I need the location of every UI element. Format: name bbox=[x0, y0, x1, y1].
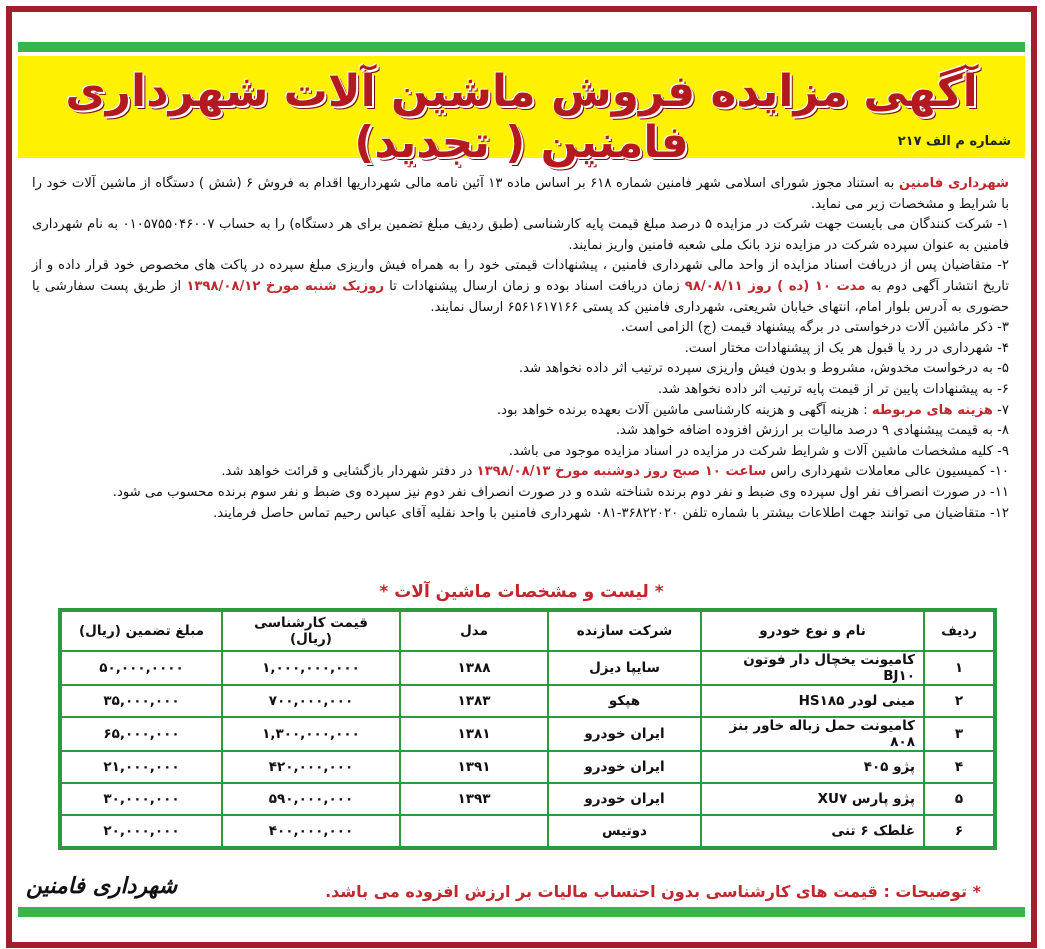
cell-row-number: ۴ bbox=[924, 751, 994, 783]
table-row bbox=[61, 651, 994, 685]
cell-model: ۱۳۹۱ bbox=[400, 751, 548, 783]
table-row bbox=[61, 685, 994, 717]
condition-10 bbox=[32, 462, 1009, 483]
top-green-bar bbox=[18, 42, 1025, 52]
condition-2-deadline-docs: مدت ۱۰ (ده ) روز ۹۸/۰۸/۱۱ bbox=[684, 278, 866, 294]
cell-maker: ایران خودرو bbox=[548, 717, 701, 751]
cell-maker: ایران خودرو bbox=[548, 783, 701, 815]
cell-vehicle-name: کامیونت یخچال دار فوتون BJ۱۰ bbox=[701, 651, 924, 685]
intro-org: شهرداری فامنین bbox=[898, 176, 1010, 191]
header-model: مدل bbox=[400, 611, 548, 651]
condition-2-part-b: زمان دریافت اسناد بوده و زمان ارسال پیشنهادات تا bbox=[384, 278, 685, 294]
signature: شهرداری فامنین bbox=[26, 874, 178, 899]
header-vehicle-name: نام و نوع خودرو bbox=[701, 611, 924, 651]
condition-2-deadline-bids: روزیک شنبه مورخ ۱۳۹۸/۰۸/۱۲ bbox=[186, 278, 385, 294]
condition-5: ۵- به درخواست مخدوش، مشروط و بدون فیش واریزی سپرده ترتیب اثر داده نخواهد شد. bbox=[518, 361, 1009, 377]
cell-guarantee: ۳۵,۰۰۰,۰۰۰ bbox=[61, 685, 222, 717]
header-guarantee: مبلغ تضمین (ریال) bbox=[61, 611, 222, 651]
cell-vehicle-name: پژو پارس XU۷ bbox=[701, 783, 924, 815]
cell-vehicle-name: غلطک ۶ تنی bbox=[701, 815, 924, 847]
bottom-green-bar bbox=[18, 907, 1025, 917]
cell-expert-price: ۷۰۰,۰۰۰,۰۰۰ bbox=[222, 685, 400, 717]
condition-2-part-c: از طریق پست سفارشی یا حضوری به آدرس بلوار امام، انتهای خیابان شریعتی، شهرداری فامنین کد پستی ۶۵۶۱۶۱۷۱۶۶ ارسال نمایند. bbox=[32, 278, 1009, 315]
cell-maker: سایپا دیزل bbox=[548, 651, 701, 685]
cell-maker: دوتیس bbox=[548, 815, 701, 847]
cell-maker: ایران خودرو bbox=[548, 751, 701, 783]
cell-row-number: ۳ bbox=[924, 717, 994, 751]
condition-10-opening-time: ساعت ۱۰ صبح روز دوشنبه مورخ ۱۳۹۸/۰۸/۱۳ bbox=[476, 464, 767, 480]
header-maker: شرکت سازنده bbox=[548, 611, 701, 651]
cell-expert-price: ۴۰۰,۰۰۰,۰۰۰ bbox=[222, 815, 400, 847]
intro-rest: به استناد مجوز شورای اسلامی شهر فامنین شماره ۶۱۸ بر اساس ماده ۱۳ آئین نامه مالی شهرداریها اقدام به فروش ۶ (شش ) دستگاه از ماشین آلات خود را با شرایط و مشخصات زیر می نماید. bbox=[32, 176, 1009, 212]
header-banner bbox=[18, 56, 1025, 168]
intro-paragraph bbox=[32, 174, 1009, 215]
cell-expert-price: ۵۹۰,۰۰۰,۰۰۰ bbox=[222, 783, 400, 815]
condition-4: ۴- شهرداری در رد یا قبول هر یک از پیشنهادات مختار است. bbox=[684, 340, 1009, 356]
condition-3: ۳- ذکر ماشین آلات درخواستی در برگه پیشنهاد قیمت (ج) الزامی است. bbox=[620, 320, 1009, 336]
condition-2-part-a: ۲- متقاضیان پس از دریافت اسناد مزایده از واحد مالی شهرداری فامنین ، پیشنهادات قیمتی خود را به همراه فیش واریزی مبلغ سپرده در پاکت های مخصوص خود قرار داده و از تاریخ انتشار آگهی دوم به bbox=[32, 258, 1009, 294]
table-header-row bbox=[61, 611, 994, 651]
condition-1: ۱- شرکت کنندگان می بایست جهت شرکت در مزایده ۵ درصد مبلغ قیمت پایه کارشناسی (طبق ردیف مبلغ تضمین برای هر دستگاه) را به حساب ۰۱۰۵۷۵۵۰۴۶۰۰۷ به نام شهرداری فامنین به عنوان سپرده شرکت در مزایده نزد بانک ملی شعبه فامنین واریز نمایند. bbox=[32, 217, 1009, 253]
condition-2 bbox=[32, 256, 1009, 318]
cell-row-number: ۶ bbox=[924, 815, 994, 847]
cell-vehicle-name: مینی لودر HS۱۸۵ bbox=[701, 685, 924, 717]
cell-guarantee: ۳۰,۰۰۰,۰۰۰ bbox=[61, 783, 222, 815]
cell-row-number: ۲ bbox=[924, 685, 994, 717]
cell-vehicle-name: کامیونت حمل زباله خاور بنز ۸۰۸ bbox=[701, 717, 924, 751]
condition-12: ۱۲- متقاضیان می توانند جهت اطلاعات بیشتر با شماره تلفن ۳۶۸۲۲۰۲۰-۰۸۱ شهرداری فامنین با واحد نقلیه آقای عباس رحیم تماس حاصل فرمایند. bbox=[213, 505, 1009, 521]
condition-8: ۸- به قیمت پیشنهادی ۹ درصد مالیات بر ارزش افزوده اضافه خواهد شد. bbox=[615, 423, 1009, 439]
condition-7 bbox=[32, 401, 1009, 422]
header-row-number: ردیف bbox=[924, 611, 994, 651]
condition-10-part-b: در دفتر شهردار بازگشایی و قرائت خواهد شد. bbox=[221, 464, 477, 480]
condition-6: ۶- به پیشنهادات پایین تر از قیمت پایه ترتیب اثر داده نخواهد شد. bbox=[657, 381, 1009, 397]
table-row bbox=[61, 751, 994, 783]
cell-vehicle-name: پژو ۴۰۵ bbox=[701, 751, 924, 783]
vehicle-table bbox=[58, 608, 997, 850]
reference-number: شماره م الف ۲۱۷ bbox=[897, 134, 1011, 149]
cell-guarantee: ۵۰,۰۰۰,۰۰۰۰ bbox=[61, 651, 222, 685]
cell-row-number: ۱ bbox=[924, 651, 994, 685]
footnote: * توضیحات : قیمت های کارشناسی بدون احتساب مالیات بر ارزش افزوده می باشد. bbox=[325, 882, 981, 901]
table-row bbox=[61, 815, 994, 847]
ad-frame bbox=[6, 6, 1037, 948]
cell-maker: هپکو bbox=[548, 685, 701, 717]
vehicle-table-wrapper bbox=[58, 608, 997, 850]
cell-model bbox=[400, 815, 548, 847]
table-row bbox=[61, 783, 994, 815]
conditions-text bbox=[32, 174, 1009, 524]
cell-model: ۱۳۸۸ bbox=[400, 651, 548, 685]
cell-model: ۱۳۸۳ bbox=[400, 685, 548, 717]
cell-expert-price: ۴۲۰,۰۰۰,۰۰۰ bbox=[222, 751, 400, 783]
cell-expert-price: ۱,۳۰۰,۰۰۰,۰۰۰ bbox=[222, 717, 400, 751]
condition-7-heading: هزینه های مربوطه bbox=[871, 402, 993, 418]
condition-10-part-a: ۱۰- کمیسیون عالی معاملات شهرداری راس bbox=[766, 464, 1009, 480]
cell-model: ۱۳۸۱ bbox=[400, 717, 548, 751]
condition-7-prefix: ۷- bbox=[992, 402, 1009, 418]
table-row bbox=[61, 717, 994, 751]
condition-9: ۹- کلیه مشخصات ماشین آلات و شرایط شرکت در مزایده در اسناد مزایده موجود می باشد. bbox=[508, 443, 1009, 459]
cell-guarantee: ۲۰,۰۰۰,۰۰۰ bbox=[61, 815, 222, 847]
cell-expert-price: ۱,۰۰۰,۰۰۰,۰۰۰ bbox=[222, 651, 400, 685]
header-expert-price: قیمت کارشناسی (ریال) bbox=[222, 611, 400, 651]
condition-7-rest: : هزینه آگهی و هزینه کارشناسی ماشین آلات بعهده برنده خواهد بود. bbox=[496, 402, 872, 418]
cell-row-number: ۵ bbox=[924, 783, 994, 815]
condition-11: ۱۱- در صورت انصراف نفر اول سپرده وی ضبط و نفر دوم برنده شناخته شده و در صورت انصراف نفر دوم نیز سپرده وی ضبط و نفر سوم برنده محسوب می شود. bbox=[112, 484, 1009, 500]
list-title: * لیست و مشخصات ماشین آلات * bbox=[379, 582, 664, 602]
page-title: آگهی مزایده فروش ماشین آلات شهرداری فامنین ( تجدید) bbox=[65, 66, 978, 168]
cell-model: ۱۳۹۳ bbox=[400, 783, 548, 815]
cell-guarantee: ۶۵,۰۰۰,۰۰۰ bbox=[61, 717, 222, 751]
cell-guarantee: ۲۱,۰۰۰,۰۰۰ bbox=[61, 751, 222, 783]
